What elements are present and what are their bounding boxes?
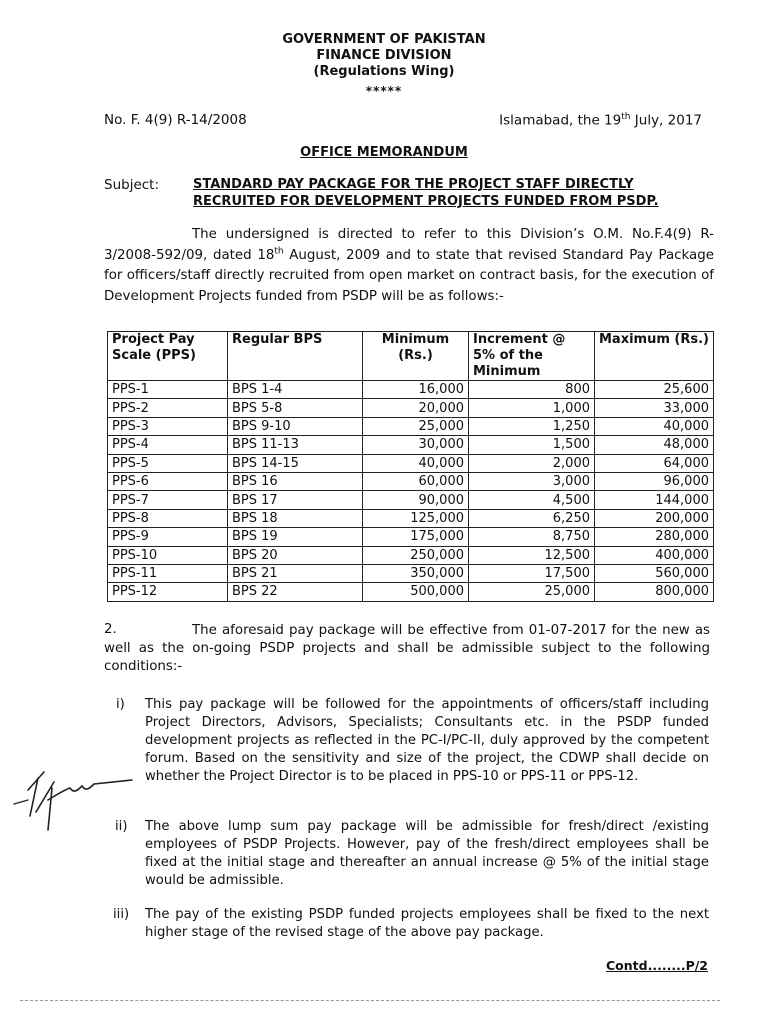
cell-bps: BPS 22 (228, 583, 363, 601)
cell-minimum: 25,000 (363, 417, 469, 435)
cell-increment: 12,500 (469, 546, 595, 564)
cell-pps: PPS-2 (108, 399, 228, 417)
cell-minimum: 125,000 (363, 509, 469, 527)
cell-maximum: 200,000 (595, 509, 714, 527)
table-row (108, 546, 714, 564)
cell-maximum: 280,000 (595, 528, 714, 546)
cell-increment: 1,000 (469, 399, 595, 417)
cell-maximum: 40,000 (595, 417, 714, 435)
cell-bps: BPS 17 (228, 491, 363, 509)
cell-bps: BPS 21 (228, 564, 363, 582)
header-pps: Project Pay Scale (PPS) (108, 332, 228, 381)
cell-pps: PPS-1 (108, 381, 228, 399)
cell-bps: BPS 20 (228, 546, 363, 564)
header-increment: Increment @ 5% of the Minimum (469, 332, 595, 381)
date-ordinal: th (621, 112, 631, 122)
cell-increment: 6,250 (469, 509, 595, 527)
cell-maximum: 33,000 (595, 399, 714, 417)
header-government: GOVERNMENT OF PAKISTAN (282, 32, 486, 47)
condition-2-text: The above lump sum pay package will be admissible for fresh/direct /existing employees of PSDP Projects. However, pay of the fresh/direct employees shall be fixed at the initial stage and thereafter an annual increase @ 5% of the initial stage would be admissible. (145, 819, 709, 888)
cell-minimum: 500,000 (363, 583, 469, 601)
cell-bps: BPS 18 (228, 509, 363, 527)
cell-pps: PPS-4 (108, 436, 228, 454)
condition-1-number: i) (116, 697, 125, 712)
cell-pps: PPS-9 (108, 528, 228, 546)
cell-maximum: 560,000 (595, 564, 714, 582)
condition-1-text: This pay package will be followed for the appointments of officers/staff including Project Directors, Advisors, Specialists; Consultants etc. in the PSDP funded development projects as reflected in the PC-I/PC-II, duly approved by the competent forum. Based on the sensitivity and size of the project, the CDWP shall decide on whether the Project Director is to be placed in PPS-10 or PPS-11 or PPS-12. (145, 697, 709, 784)
table-row (108, 436, 714, 454)
cell-minimum: 60,000 (363, 472, 469, 490)
cell-bps: BPS 5-8 (228, 399, 363, 417)
cell-maximum: 64,000 (595, 454, 714, 472)
cell-minimum: 250,000 (363, 546, 469, 564)
condition-2-number: ii) (115, 819, 128, 834)
cell-pps: PPS-7 (108, 491, 228, 509)
cell-minimum: 30,000 (363, 436, 469, 454)
cell-minimum: 90,000 (363, 491, 469, 509)
memo-title: OFFICE MEMORANDUM (300, 145, 468, 160)
header-stars: ***** (365, 84, 403, 98)
header-division: FINANCE DIVISION (316, 48, 452, 63)
header-bps: Regular BPS (228, 332, 363, 381)
cell-bps: BPS 14-15 (228, 454, 363, 472)
cell-bps: BPS 1-4 (228, 381, 363, 399)
date-line (499, 112, 702, 129)
continued-note: Contd........P/2 (606, 958, 708, 973)
cell-maximum: 144,000 (595, 491, 714, 509)
table-row (108, 381, 714, 399)
cell-increment: 25,000 (469, 583, 595, 601)
cell-minimum: 350,000 (363, 564, 469, 582)
paragraph-1 (104, 225, 714, 307)
cell-minimum: 16,000 (363, 381, 469, 399)
cell-bps: BPS 16 (228, 472, 363, 490)
subject-line-2: RECRUITED FOR DEVELOPMENT PROJECTS FUNDED FROM PSDP. (193, 194, 659, 209)
subject-line-1: STANDARD PAY PACKAGE FOR THE PROJECT STAFF DIRECTLY (193, 177, 634, 192)
paragraph-1-part1: The undersigned is directed to refer to this Division’s O.M. No.F.4(9) R-3/2008-592/09, dated 18 (104, 227, 714, 263)
cell-bps: BPS 11-13 (228, 436, 363, 454)
cell-maximum: 48,000 (595, 436, 714, 454)
cell-increment: 1,500 (469, 436, 595, 454)
cell-pps: PPS-12 (108, 583, 228, 601)
table-row (108, 399, 714, 417)
cell-minimum: 40,000 (363, 454, 469, 472)
cell-maximum: 96,000 (595, 472, 714, 490)
cell-maximum: 800,000 (595, 583, 714, 601)
cell-pps: PPS-10 (108, 546, 228, 564)
header-wing: (Regulations Wing) (313, 64, 455, 79)
paragraph-2-number: 2. (104, 622, 117, 637)
header-maximum: Maximum (Rs.) (595, 332, 714, 381)
pay-scale-table (107, 331, 714, 602)
cell-increment: 8,750 (469, 528, 595, 546)
cell-increment: 4,500 (469, 491, 595, 509)
date-prefix: Islamabad, the 19 (499, 112, 622, 129)
bottom-rule (20, 1000, 720, 1001)
table-row (108, 509, 714, 527)
header-minimum: Minimum (Rs.) (363, 332, 469, 381)
cell-pps: PPS-11 (108, 564, 228, 582)
cell-minimum: 175,000 (363, 528, 469, 546)
paragraph-1-ordinal: th (274, 246, 284, 257)
table-row (108, 491, 714, 509)
cell-bps: BPS 9-10 (228, 417, 363, 435)
table-row (108, 417, 714, 435)
condition-3-number: iii) (113, 907, 130, 922)
cell-increment: 800 (469, 381, 595, 399)
table-header-row (108, 332, 714, 381)
table-row (108, 528, 714, 546)
table-row (108, 564, 714, 582)
handwritten-initials (8, 760, 138, 840)
reference-number: No. F. 4(9) R-14/2008 (104, 112, 247, 128)
cell-increment: 3,000 (469, 472, 595, 490)
cell-pps: PPS-5 (108, 454, 228, 472)
cell-increment: 2,000 (469, 454, 595, 472)
paragraph-1-part2: August, 2009 and to state that revised Standard Pay Package for officers/staff directly recruited from open market on contract basis, for the execution of Development Projects funded from PSDP will be as follows:- (104, 247, 714, 304)
cell-bps: BPS 19 (228, 528, 363, 546)
cell-maximum: 400,000 (595, 546, 714, 564)
table-row (108, 583, 714, 601)
condition-3-text: The pay of the existing PSDP funded projects employees shall be fixed to the next higher stage of the revised stage of the above pay package. (145, 907, 709, 940)
cell-pps: PPS-8 (108, 509, 228, 527)
cell-maximum: 25,600 (595, 381, 714, 399)
paragraph-2-text: The aforesaid pay package will be effective from 01-07-2017 for the new as well as the on-going PSDP projects and shall be admissible subject to the following conditions:- (104, 623, 710, 674)
subject-label: Subject: (104, 177, 160, 193)
table-row (108, 472, 714, 490)
table-row (108, 454, 714, 472)
cell-minimum: 20,000 (363, 399, 469, 417)
paragraph-2 (104, 622, 710, 676)
cell-pps: PPS-6 (108, 472, 228, 490)
date-rest: July, 2017 (630, 112, 702, 129)
cell-pps: PPS-3 (108, 417, 228, 435)
cell-increment: 1,250 (469, 417, 595, 435)
cell-increment: 17,500 (469, 564, 595, 582)
